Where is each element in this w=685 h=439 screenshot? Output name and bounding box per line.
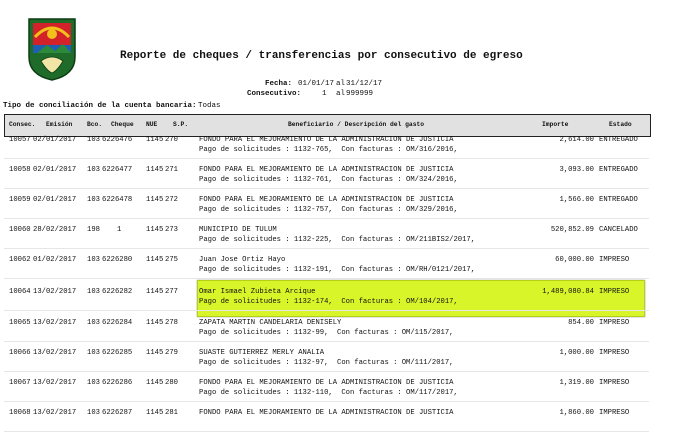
table-row (0, 136, 685, 166)
row-divider (4, 401, 649, 402)
row-divider (4, 310, 649, 311)
cell-benef: FONDO PARA EL MEJORAMIENTO DE LA ADMINISTRACION DE JUSTICIA (199, 166, 454, 174)
col-sp: S.P. (173, 121, 189, 128)
fecha-label: Fecha: (265, 80, 293, 88)
cell-cheque: 6226476 (102, 136, 133, 144)
cell-bco: 198 (87, 226, 100, 234)
table-row (0, 379, 685, 409)
cell-sp: 275 (165, 256, 178, 264)
cell-sp: 279 (165, 349, 178, 357)
cell-estado: IMPRESO (599, 319, 630, 327)
cell-bco: 103 (87, 256, 100, 264)
cell-nue: 1145 (146, 196, 164, 204)
cell-importe: 1,000.00 (559, 349, 594, 357)
cell-benef: FONDO PARA EL MEJORAMIENTO DE LA ADMINISTRACION DE JUSTICIA (199, 136, 454, 144)
cell-nue: 1145 (146, 288, 164, 296)
cell-importe: 854.00 (568, 319, 594, 327)
col-importe: Importe (542, 121, 569, 128)
col-consec: Consec. (9, 121, 36, 128)
table-row (0, 256, 685, 286)
cell-emision: 02/01/2017 (33, 166, 77, 174)
cell-nue: 1145 (146, 166, 164, 174)
cell-nue: 1145 (146, 256, 164, 264)
tipo-value: Todas (198, 102, 221, 110)
cell-consec: 10066 (9, 349, 31, 357)
cell-cheque: 6226286 (102, 379, 133, 387)
cell-consec: 10068 (9, 409, 31, 417)
col-beneficiario: Beneficiario / Descripción del gasto (288, 121, 425, 128)
cell-importe: 1,566.00 (559, 196, 594, 204)
cell-cheque: 6226284 (102, 319, 133, 327)
cell-emision: 01/02/2017 (33, 256, 77, 264)
cell-cheque: 6226282 (102, 288, 133, 296)
cell-cheque: 6226285 (102, 349, 133, 357)
cell-descripcion: Pago de solicitudes : 1132-99, Con facturas : OM/115/2017, (199, 329, 454, 337)
cell-emision: 13/02/2017 (33, 349, 77, 357)
cell-benef: Omar Ismael Zubieta Arcique (199, 288, 316, 296)
row-divider (4, 431, 649, 432)
cell-consec: 10065 (9, 319, 31, 327)
cell-estado: ENTREGADO (599, 166, 638, 174)
cell-estado: IMPRESO (599, 379, 630, 387)
cell-emision: 13/02/2017 (33, 288, 77, 296)
table-row (0, 349, 685, 379)
cell-benef: SUASTE GUTIERREZ MERLY ANALIA (199, 349, 325, 357)
cell-cheque: 6226287 (102, 409, 133, 417)
table-row (0, 226, 685, 256)
cell-importe: 1,860.00 (559, 409, 594, 417)
cell-importe: 60,000.00 (555, 256, 594, 264)
cell-benef: FONDO PARA EL MEJORAMIENTO DE LA ADMINISTRACION DE JUSTICIA (199, 379, 454, 387)
table-row (0, 196, 685, 226)
cell-descripcion: Pago de solicitudes : 1132-225, Con facturas : OM/211BIS2/2017, (199, 236, 476, 244)
cell-benef: FONDO PARA EL MEJORAMIENTO DE LA ADMINISTRACION DE JUSTICIA (199, 409, 454, 417)
cell-estado: ENTREGADO (599, 136, 638, 144)
cell-consec: 10058 (9, 166, 31, 174)
table-row (0, 166, 685, 196)
cell-emision: 02/01/2017 (33, 136, 77, 144)
cell-emision: 13/02/2017 (33, 379, 77, 387)
cell-bco: 103 (87, 349, 100, 357)
cell-benef: ZAPATA MARTIN CANDELARIA DENISELY (199, 319, 342, 327)
cell-emision: 02/01/2017 (33, 196, 77, 204)
consec-to: 999999 (346, 90, 374, 98)
row-divider (4, 341, 649, 342)
cell-nue: 1145 (146, 349, 164, 357)
cell-importe: 1,319.00 (559, 379, 594, 387)
fecha-al: al (336, 80, 346, 88)
cell-sp: 270 (165, 136, 178, 144)
cell-benef: FONDO PARA EL MEJORAMIENTO DE LA ADMINISTRACION DE JUSTICIA (199, 196, 454, 204)
cell-descripcion: Pago de solicitudes : 1132-97, Con facturas : OM/111/2017, (199, 359, 454, 367)
cell-sp: 281 (165, 409, 178, 417)
cell-consec: 10062 (9, 256, 31, 264)
cell-descripcion: Pago de solicitudes : 1132-761, Con facturas : OM/324/2016, (199, 176, 458, 184)
cell-nue: 1145 (146, 379, 164, 387)
cell-bco: 103 (87, 196, 100, 204)
cell-estado: IMPRESO (599, 349, 630, 357)
col-bco: Bco. (87, 121, 103, 128)
col-emision: Emisión (46, 121, 73, 128)
cell-bco: 103 (87, 136, 100, 144)
cell-descripcion: Pago de solicitudes : 1132-765, Con facturas : OM/316/2016, (199, 146, 458, 154)
cell-cheque: 1 (117, 226, 122, 234)
cell-benef: MUNICIPIO DE TULUM (199, 226, 277, 234)
cell-cheque: 6226477 (102, 166, 133, 174)
cell-bco: 103 (87, 379, 100, 387)
cell-estado: IMPRESO (599, 288, 630, 296)
row-divider (4, 278, 649, 279)
cell-sp: 273 (165, 226, 178, 234)
consec-al: al (336, 90, 346, 98)
cell-benef: Juan Jose Ortiz Hayo (199, 256, 286, 264)
cell-bco: 103 (87, 319, 100, 327)
consec-label: Consecutivo: (247, 90, 302, 98)
institution-logo (27, 17, 77, 81)
cell-consec: 10060 (9, 226, 31, 234)
cell-cheque: 6226478 (102, 196, 133, 204)
cell-nue: 1145 (146, 226, 164, 234)
cell-sp: 271 (165, 166, 178, 174)
cell-descripcion: Pago de solicitudes : 1132-191, Con facturas : OM/RH/0121/2017, (199, 266, 476, 274)
cell-estado: CANCELADO (599, 226, 638, 234)
cell-importe: 3,093.00 (559, 166, 594, 174)
row-divider (4, 188, 649, 189)
cell-emision: 13/02/2017 (33, 409, 77, 417)
cell-consec: 10059 (9, 196, 31, 204)
cell-descripcion: Pago de solicitudes : 1132-757, Con facturas : OM/329/2016, (199, 206, 458, 214)
cell-descripcion: Pago de solicitudes : 1132-174, Con facturas : OM/104/2017, (199, 298, 458, 306)
cell-emision: 28/02/2017 (33, 226, 77, 234)
cell-estado: IMPRESO (599, 256, 630, 264)
cell-descripcion: Pago de solicitudes : 1132-110, Con facturas : OM/117/2017, (199, 389, 458, 397)
cell-estado: IMPRESO (599, 409, 630, 417)
cell-bco: 103 (87, 288, 100, 296)
col-nue: NUE (146, 121, 158, 128)
cell-bco: 103 (87, 166, 100, 174)
tipo-label: Tipo de conciliación de la cuenta bancaria: (3, 102, 197, 110)
cell-nue: 1145 (146, 136, 164, 144)
row-divider (4, 158, 649, 159)
cell-importe: 2,614.00 (559, 136, 594, 144)
fecha-from: 01/01/17 (298, 80, 335, 88)
table-row (0, 288, 685, 318)
cell-importe: 520,852.09 (550, 226, 594, 234)
cell-estado: ENTREGADO (599, 196, 638, 204)
table-row (0, 409, 685, 439)
cell-bco: 103 (87, 409, 100, 417)
cell-emision: 13/02/2017 (33, 319, 77, 327)
fecha-to: 31/12/17 (346, 80, 383, 88)
cell-nue: 1145 (146, 319, 164, 327)
consec-from: 1 (322, 90, 327, 98)
row-divider (4, 218, 649, 219)
row-divider (4, 248, 649, 249)
table-row (0, 319, 685, 349)
cell-nue: 1145 (146, 409, 164, 417)
col-estado: Estado (609, 121, 632, 128)
cell-sp: 280 (165, 379, 178, 387)
cell-consec: 10057 (9, 136, 31, 144)
row-divider (4, 371, 649, 372)
cell-consec: 10067 (9, 379, 31, 387)
report-title: Reporte de cheques / transferencias por consecutivo de egreso (120, 50, 523, 62)
cell-cheque: 6226280 (102, 256, 133, 264)
cell-sp: 278 (165, 319, 178, 327)
cell-importe: 1,489,080.84 (542, 288, 594, 296)
col-cheque: Cheque (111, 121, 134, 128)
cell-consec: 10064 (9, 288, 31, 296)
cell-sp: 272 (165, 196, 178, 204)
cell-sp: 277 (165, 288, 178, 296)
